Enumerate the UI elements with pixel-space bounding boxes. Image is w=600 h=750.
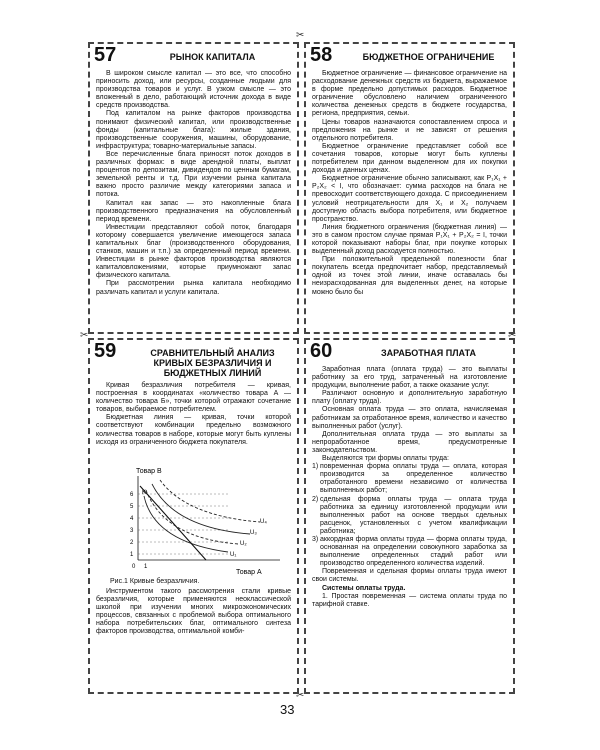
paragraph: Инвестиции представляют собой поток, благодаря которому совершается увеличение имеющегося запаса капитальных благ (производственного оборудования, станков, машин и т.п.) за определенный период времени. Инвестиции в рынке факторов производства являются капиталовложениями, которые приумножают запас физического капитала. [96, 223, 291, 280]
point-label: K [142, 490, 147, 496]
series-label: U₂ [240, 541, 247, 547]
card-number: 58 [310, 44, 333, 66]
card-number: 57 [94, 44, 117, 66]
paragraph: При рассмотрении рынка капитала необходимо различать капитал и услуги капитала. [96, 280, 291, 296]
paragraph: При положительной предельной полезности благ покупатель всегда предпочитает набор, представляемый одной из точек этой линии, иначе оставалась бы неизрасходованная для выделенных денег, на которые можно было бы [312, 256, 507, 296]
y-tick-label: 5 [130, 504, 134, 510]
paragraph: Инструментом такого рассмотрения стали кривые безразличия, которые применяются неоклассической школой при изучении многих микроэкономических процессов, связанных с проблемой выбора оптимального набора потребительских благ, оптимального синтеза факторов производства, оптимальной комби- [96, 588, 291, 636]
card-title: СРАВНИТЕЛЬНЫЙ АНАЛИЗ КРИВЫХ БЕЗРАЗЛИЧИЯ И БЮДЖЕТНЫХ ЛИНИЙ [150, 348, 275, 378]
y-axis-label: Товар В [136, 468, 162, 475]
series-label: U₃ [250, 530, 257, 536]
paragraph: Бюджетное ограничение — финансовое ограничение на расходование денежных средств из бюджета, выражаемое в форме предельно допустимых расходов. Бюджетное ограничение обусловлено наличием ограниченного количества денежных средств в бюджете государства, региона, предприятия, семьи. [312, 70, 507, 118]
list-item: 2) сдельная форма оплаты труда — оплата труда работника за единицу изготовленной продукции или выполненных работ на основе твердых сдельных расценок, установленных с учетом квалификации работника; [312, 495, 507, 535]
card-title: РЫНОК КАПИТАЛА [169, 52, 256, 62]
scissors-icon: ✂ [296, 690, 305, 701]
card-title: БЮДЖЕТНОЕ ОГРАНИЧЕНИЕ [362, 52, 495, 62]
y-tick-label: 4 [130, 516, 134, 522]
paragraph: Системы оплаты труда. [322, 584, 406, 592]
indifference-curve [160, 480, 260, 522]
card-body [312, 70, 507, 297]
scissors-icon: ✂ [296, 30, 305, 41]
card-57 [88, 42, 299, 334]
paragraph: Дополнительная оплата труда — это выплаты за непроработанное время, предусмотренные законодательством. [312, 430, 507, 454]
budget-line [140, 486, 206, 560]
paragraph: Бюджетная линия — кривая, точки которой соответствуют комбинации предельно возможного количества товаров в наборе, которые могут быть куплены исходя из ограниченного бюджета покупателя. [96, 414, 291, 446]
paragraph: Выделяются три формы оплаты труда: [322, 455, 449, 463]
paragraph: В широком смысле капитал — это все, что способно приносить доход, или ресурсы, созданные людьми для производства товаров и услуг. В узком смысле — это вложенный в дело, работающий источник дохода в виде средств производства. [96, 70, 291, 110]
x-tick-label: 0 [132, 564, 136, 570]
paragraph: Кривая безразличия потребителя — кривая, построенная в координатах «количество товара А — количество товара Б», точки которой отражают сочетание товаров, выбираемое потребителем. [96, 382, 291, 414]
figure-caption: Рис.1 Кривые безразличия. [110, 578, 200, 585]
card-body [312, 366, 507, 609]
card-58 [304, 42, 515, 334]
paragraph: Под капиталом на рынке факторов производства понимают физический капитал, или производственные фонды (капитальные блага): жилые здания, производственные сооружения, машины, оборудование, инфраструктура; товарно-материальные запасы. [96, 110, 291, 150]
paragraph: Капитал как запас — это накопленные блага производственного предназначения на обусловленный период времени. [96, 199, 291, 223]
card-number: 60 [310, 340, 333, 362]
x-axis-label: Товар А [236, 569, 262, 576]
y-tick-label: 3 [130, 528, 134, 534]
paragraph: Все перечисленные блага приносят поток доходов в различных формах: в виде арендной платы, выплат процентов по депозитам, дивидендов по ценным бумагам, земельной ренты и т.д. При изучении рынка капитала важно просто различие между категориями запаса и потока. [96, 150, 291, 199]
paragraph: Различают основную и дополнительную заработную плату (оплату труда). [312, 390, 507, 406]
card-body [96, 70, 291, 297]
card-body-bottom [96, 588, 291, 637]
paragraph: Заработная плата (оплата труда) — это выплаты работнику за его труд, затраченный на изготовление продукции, выполнение работ, а также оказание услуг. [312, 366, 507, 390]
scissors-icon: ✂ [508, 330, 517, 341]
paragraph: Цены товаров назначаются сопоставлением спроса и предложения на рынке и не зависят от решения отдельного потребителя. [312, 118, 507, 142]
indifference-curve [152, 484, 250, 534]
card-title: ЗАРАБОТНАЯ ПЛАТА [380, 348, 477, 358]
x-tick-label: 1 [144, 564, 148, 570]
series-label: U₄ [260, 519, 267, 525]
series-label: U₁ [230, 552, 237, 558]
list-item: 1) повременная форма оплаты труда — оплата, которая производится за определенное количество отработанного времени независимо от количества выполненных работ; [312, 463, 507, 495]
list-item: 3) аккордная форма оплаты труда — форма оплаты труда, основанная на определении совокупного заработка за выполнение определенных стадий работ или производство определенного количества изделий. [312, 535, 507, 568]
y-tick-label: 6 [130, 492, 134, 498]
y-tick-label: 1 [130, 552, 134, 558]
y-tick-label: 2 [130, 540, 134, 546]
paragraph: 1. Простая повременная — система оплаты труда по тарифной ставке. [312, 592, 507, 608]
card-number: 59 [94, 340, 117, 362]
page-number: 33 [280, 702, 295, 717]
indifference-curves-chart [110, 464, 290, 576]
paragraph: Повременная и сдельная формы оплаты труда имеют свои системы. [312, 568, 507, 584]
paragraph: Линия бюджетного ограничения (бюджетная линия) — это в самом простом случае прямая P₁X₁ + P₂X₂ = I, точки которой показывают наборы благ, при покупке которых выделенный доход расходуется полностью. [312, 223, 507, 256]
card-body-top [96, 382, 291, 447]
card-59 [88, 338, 299, 694]
scissors-icon: ✂ [80, 330, 89, 341]
paragraph: Бюджетное ограничение обычно записывают, как P₁X₁ + P₂X₂ < I, что обозначает: сумма расходов на блага не превосходит соответствующего дохода. С присоединением условий неотрицательности для X₁ и X₂ получаем доступную область выбора потребителя, или бюджетное пространство. [312, 175, 507, 223]
card-60 [304, 338, 515, 694]
paragraph: Основная оплата труда — это оплата, начисляемая работникам за отработанное время, количество и качество выполненных работ (услуг). [312, 406, 507, 430]
paragraph: Бюджетное ограничение представляет собой все сочетания товаров, которые могут быть куплены потребителем при данном выделенном для их покупки дохода и данных ценах. [312, 142, 507, 175]
